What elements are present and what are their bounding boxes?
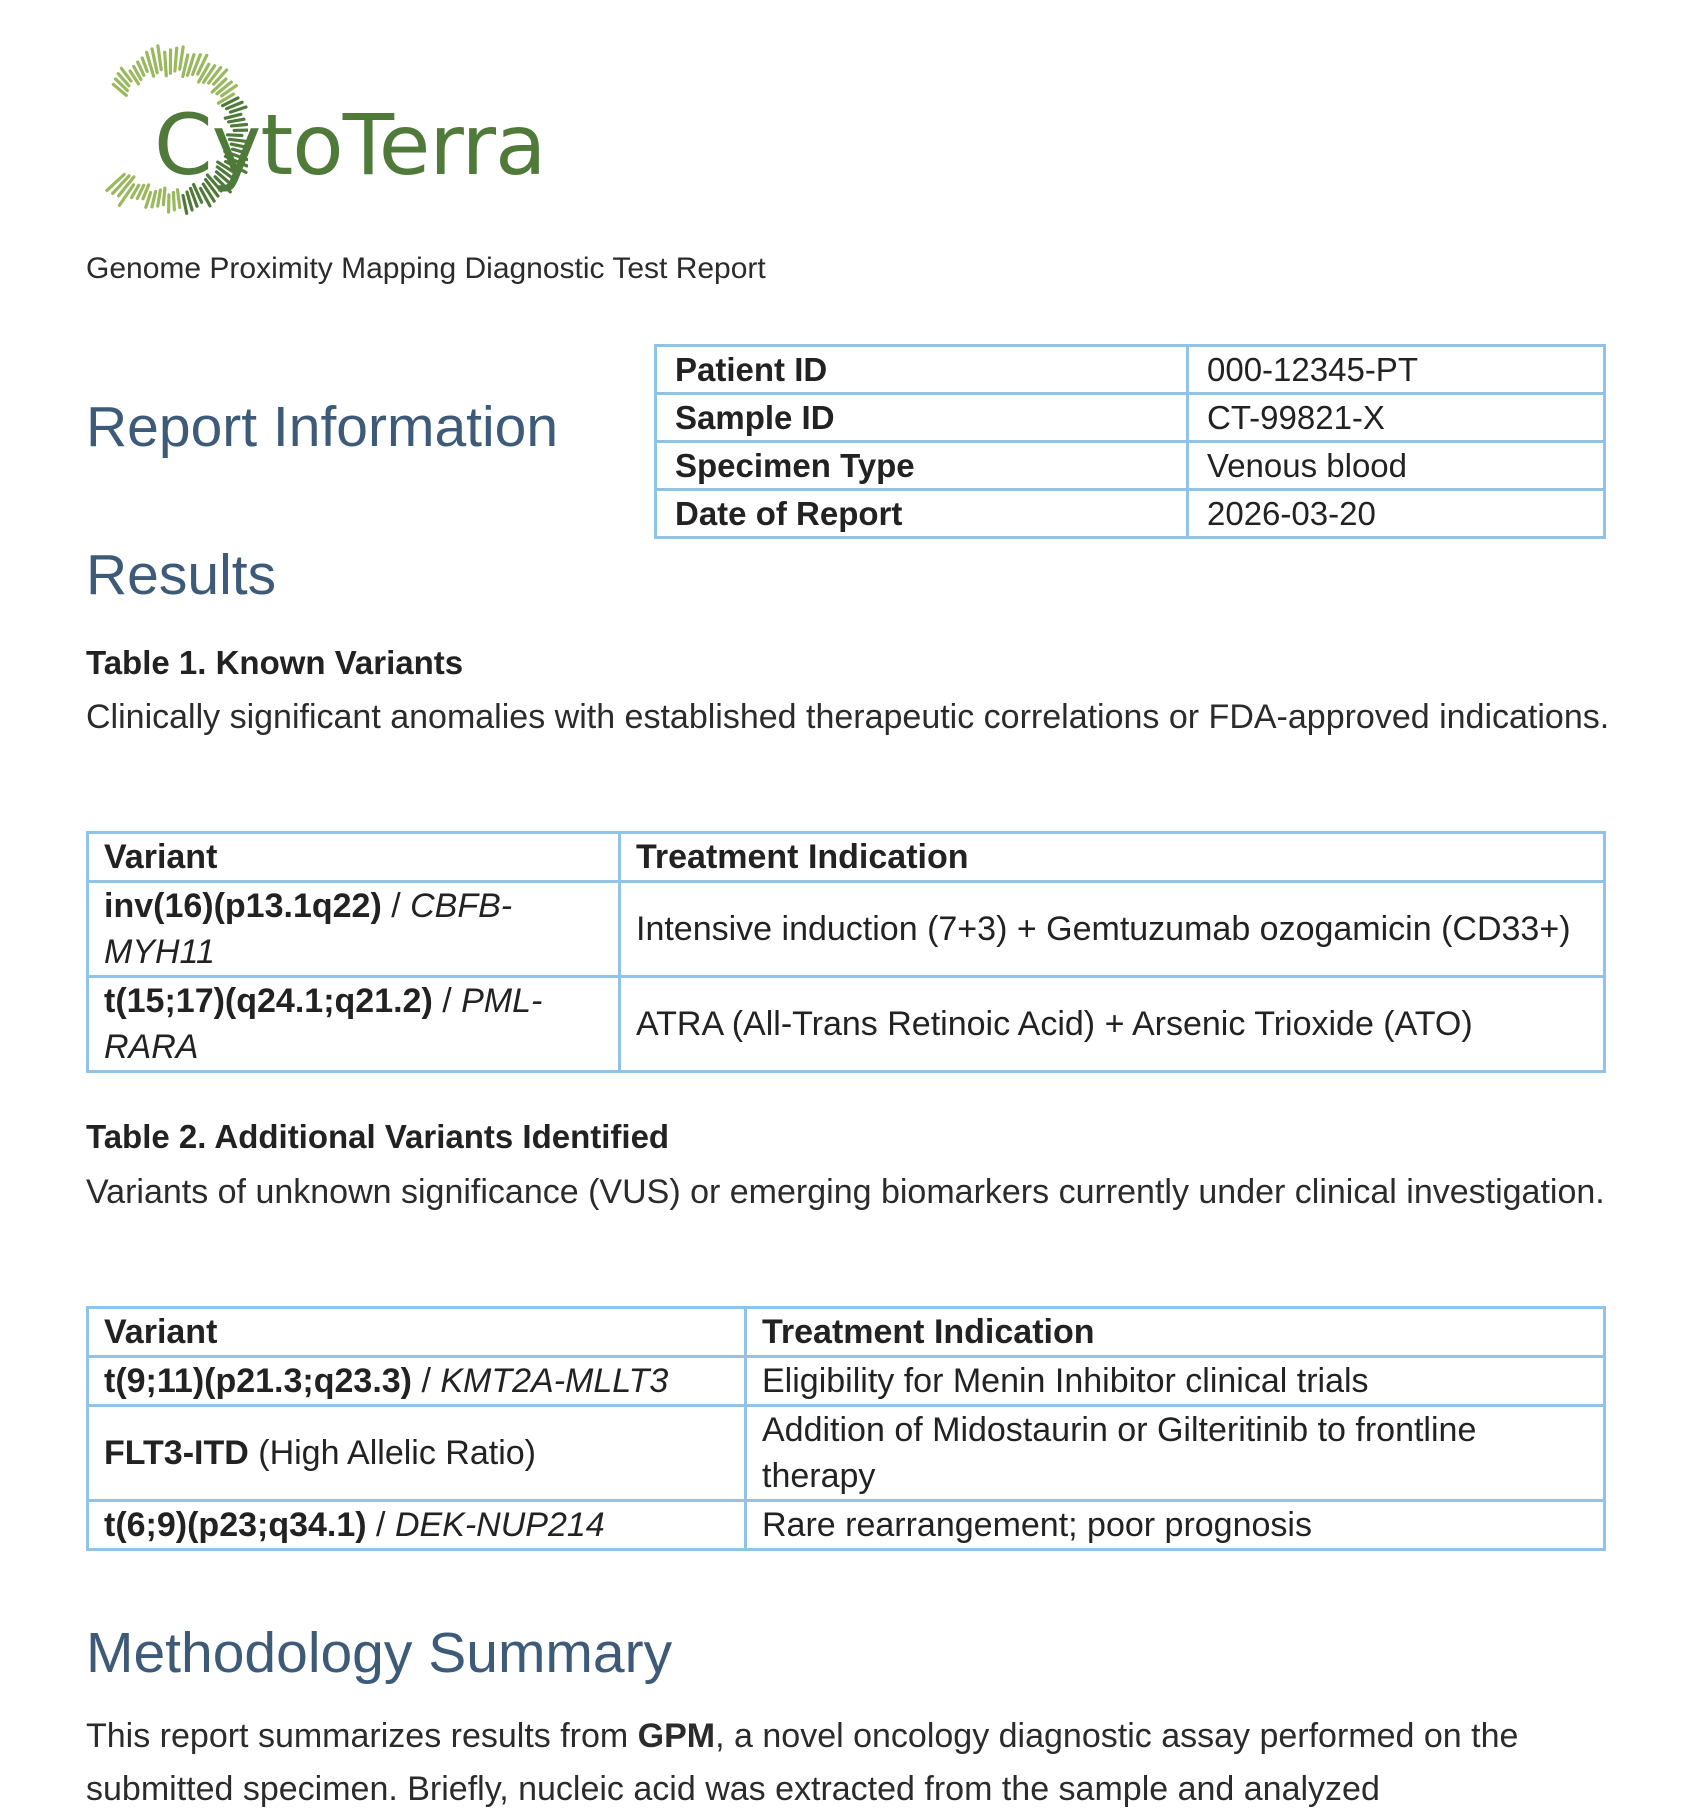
logo-ray [183,195,187,213]
report-subtitle: Genome Proximity Mapping Diagnostic Test Report [86,252,766,286]
variant-cell [88,1357,746,1406]
variant-name: FLT3-ITD [104,1434,249,1472]
results-heading: Results [86,542,276,608]
table-header-row [88,1308,1605,1357]
treatment-column-header: Treatment Indication [746,1308,1605,1357]
logo-ray [158,46,161,70]
table-row [88,1406,1605,1501]
variant-gene-fusion: PML-RARA [104,982,542,1066]
variant-gene-fusion: CBFB-MYH11 [104,887,512,971]
logo-ray [146,193,151,208]
variant-column-header: Variant [88,833,620,882]
variant-cell [88,1501,746,1550]
info-value: 2026-03-20 [1188,490,1605,538]
methodology-text-start: This report summarizes results from [86,1717,638,1755]
table2-description: Variants of unknown significance (VUS) or emerging biomarkers currently under clinical investigation. [86,1165,1616,1220]
variant-name: inv(16)(p13.1q22) [104,887,382,925]
info-value: 000-12345-PT [1188,346,1605,394]
logo-ray [180,47,183,69]
logo-ray [175,48,177,71]
info-value: Venous blood [1188,442,1605,490]
logo-ray [142,58,147,71]
variant-cell [88,882,620,977]
treatment-cell: Addition of Midostaurin or Gilteritinib to frontline therapy [746,1406,1605,1501]
methodology-heading: Methodology Summary [86,1620,672,1686]
table-row [88,977,1605,1072]
info-row [656,346,1605,394]
variant-name: t(15;17)(q24.1;q21.2) [104,982,433,1020]
variant-separator: / [382,887,410,925]
info-label: Sample ID [656,394,1188,442]
variant-name: t(6;9)(p23;q34.1) [104,1506,367,1544]
logo-ray [165,52,167,76]
table-row [88,882,1605,977]
treatment-cell: Intensive induction (7+3) + Gemtuzumab ozogamicin (CD33+) [620,882,1605,977]
variant-name: t(9;11)(p21.3;q23.3) [104,1362,412,1400]
info-label: Specimen Type [656,442,1188,490]
patient-info-table [654,344,1606,539]
variant-gene-fusion: KMT2A-MLLT3 [440,1362,668,1400]
treatment-cell: Rare rearrangement; poor prognosis [746,1501,1605,1550]
table1-description: Clinically significant anomalies with established therapeutic correlations or FDA-approved indications. [86,690,1616,745]
table-row [88,1501,1605,1550]
variant-gene-fusion: DEK-NUP214 [395,1506,605,1544]
table1-caption: Table 1. Known Variants [86,644,463,682]
methodology-paragraph [86,1710,1626,1816]
known-variants-table [86,831,1606,1073]
methodology-text-end: , a novel oncology diagnostic assay performed on the submitted specimen. Briefly, nucleic acid was extracted from the sample and analyzed [86,1717,1518,1808]
variant-separator: / [367,1506,395,1544]
info-row [656,394,1605,442]
treatment-column-header: Treatment Indication [620,833,1605,882]
cytoterra-logo [88,36,508,236]
info-label: Date of Report [656,490,1188,538]
additional-variants-table [86,1306,1606,1551]
info-row [656,490,1605,538]
table-header-row [88,833,1605,882]
methodology-assay-name: GPM [638,1717,715,1755]
variant-cell [88,977,620,1072]
info-value: CT-99821-X [1188,394,1605,442]
table2-caption: Table 2. Additional Variants Identified [86,1118,669,1156]
table-row [88,1357,1605,1406]
variant-separator: / [412,1362,440,1400]
report-information-heading: Report Information [86,394,558,460]
variant-separator: / [433,982,461,1020]
info-label: Patient ID [656,346,1188,394]
variant-column-header: Variant [88,1308,746,1357]
treatment-cell: Eligibility for Menin Inhibitor clinical trials [746,1357,1605,1406]
logo-ray [173,193,174,210]
variant-cell [88,1406,746,1501]
variant-qualifier: (High Allelic Ratio) [249,1434,536,1472]
treatment-cell: ATRA (All-Trans Retinoic Acid) + Arsenic Trioxide (ATO) [620,977,1605,1072]
info-row [656,442,1605,490]
logo-wordmark: CytoTerra [154,96,545,194]
